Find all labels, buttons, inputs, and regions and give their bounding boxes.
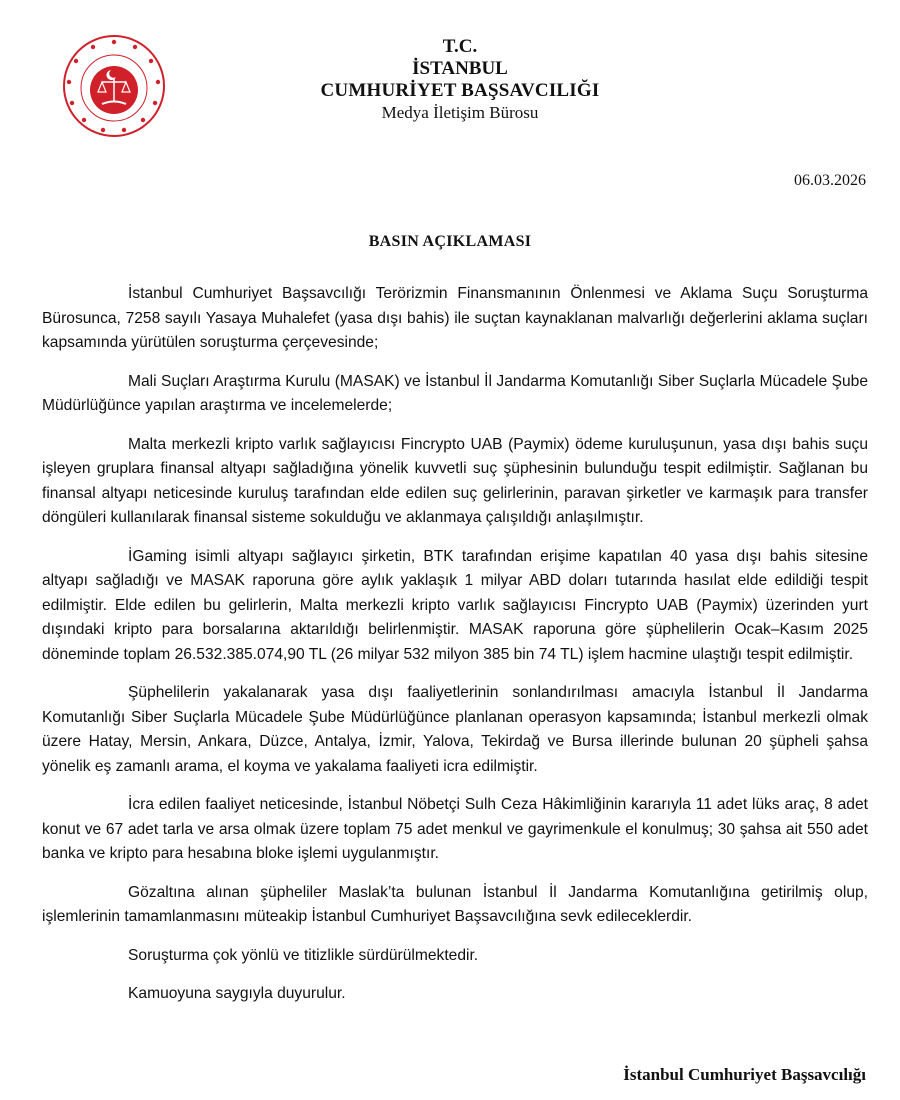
signature: İstanbul Cumhuriyet Başsavcılığı xyxy=(623,1065,866,1084)
header-tc: T.C. xyxy=(442,36,478,57)
header-office: Medya İletişim Bürosu xyxy=(381,103,539,122)
paragraph: Gözaltına alınan şüpheliler Maslak’ta bulunan İstanbul İl Jandarma Komutanlığına getirilmiş olup, işlemlerinin tamamlanmasını müteakip İstanbul Cumhuriyet Başsavcılığına sevk edileceklerdir. xyxy=(42,883,868,925)
document-title: BASIN AÇIKLAMASI xyxy=(368,233,532,250)
institution-header xyxy=(300,36,620,124)
document-body xyxy=(42,282,868,1021)
paragraph: Mali Suçları Araştırma Kurulu (MASAK) ve İstanbul İl Jandarma Komutanlığı Siber Suçlarla Mücadele Şube Müdürlüğünce yapılan araştırma ve incelemelerde; xyxy=(42,372,868,414)
paragraph: İGaming isimli altyapı sağlayıcı şirketin, BTK tarafından erişime kapatılan 40 yasa dışı bahis sitesine altyapı sağladığı ve MASAK raporuna göre aylık yaklaşık 1 milyar ABD doları tutarında hasılat elde edildiği tespit edilmiştir. Elde edilen bu gelirlerin, Malta merkezli kripto varlık sağlayıcısı Fincrypto UAB (Paymix) üzerinden yurt dışındaki kripto para borsalarına aktarıldığı belirlenmiştir. MASAK raporuna göre şüphelilerin Ocak–Kasım 2025 döneminde toplam 26.532.385.074,90 TL (26 milyar 532 milyon 385 bin 74 TL) işlem hacmine ulaştığı tespit edilmiştir. xyxy=(42,547,868,663)
header-institution: CUMHURİYET BAŞSAVCILIĞI xyxy=(320,80,600,101)
document-date: 06.03.2026 xyxy=(794,172,866,189)
paragraph: İstanbul Cumhuriyet Başsavcılığı Terörizmin Finansmanının Önlenmesi ve Aklama Suçu Soruşturma Bürosunca, 7258 sayılı Yasaya Muhalefet (yasa dışı bahis) ile suçtan kaynaklanan malvarlığı değerlerini aklama suçları kapsamında yürütülen soruşturma çerçevesinde; xyxy=(42,285,868,351)
header-city: İSTANBUL xyxy=(412,58,508,79)
paragraph: Malta merkezli kripto varlık sağlayıcısı Fincrypto UAB (Paymix) ödeme kuruluşunun, yasa dışı bahis suçu işleyen gruplara finansal altyapı sağladığına yönelik kuvvetli suç şüphesinin bulunduğu tespit edilmiştir. Sağlanan bu finansal altyapı neticesinde kuruluş tarafından elde edilen suç gelirlerinin, paravan şirketler ve karmaşık para transfer döngüleri kullanılarak finansal sisteme sokulduğu ve aklanmaya çalışıldığı anlaşılmıştır. xyxy=(42,435,868,526)
paragraph: Şüphelilerin yakalanarak yasa dışı faaliyetlerinin sonlandırılması amacıyla İstanbul İl Jandarma Komutanlığı Siber Suçlarla Mücadele Şube Müdürlüğünce planlanan operasyon kapsamında; İstanbul merkezli olmak üzere Hatay, Mersin, Ankara, Düzce, Antalya, İzmir, Yalova, Tekirdağ ve Bursa illerinde bulunan 20 şüpheli şahsa yönelik eş zamanlı arama, el koyma ve yakalama faaliyeti icra edilmiştir. xyxy=(42,684,868,775)
ministry-of-justice-seal-icon xyxy=(62,34,166,138)
paragraph: Kamuoyuna saygıyla duyurulur. xyxy=(128,985,346,1002)
paragraph: İcra edilen faaliyet neticesinde, İstanbul Nöbetçi Sulh Ceza Hâkimliğinin kararıyla 11 adet lüks araç, 8 adet konut ve 67 adet tarla ve arsa olmak üzere toplam 75 adet menkul ve gayrimenkule el konulmuş; 30 şahsa ait 550 adet banka ve kripto para hesabına bloke işlemi uygulanmıştır. xyxy=(42,796,868,862)
paragraph: Soruşturma çok yönlü ve titizlikle sürdürülmektedir. xyxy=(128,946,479,964)
